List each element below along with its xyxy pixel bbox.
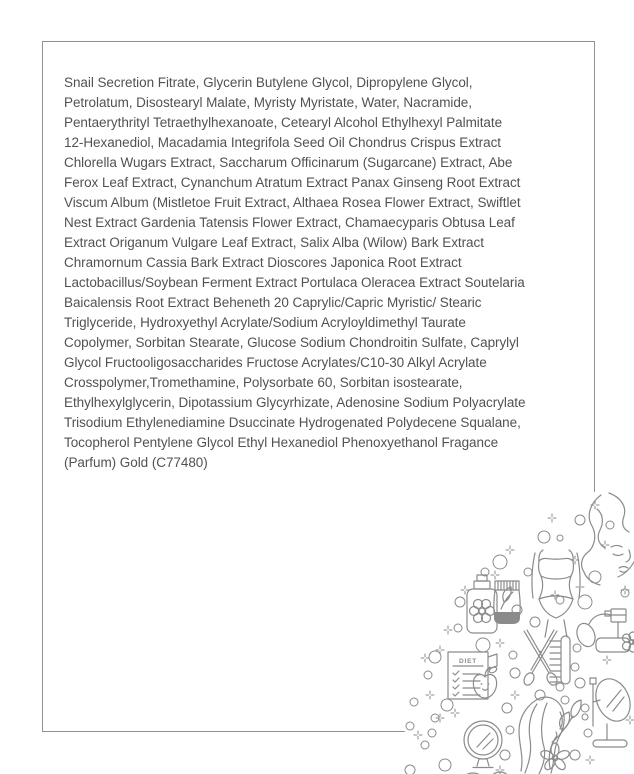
- ingredients-line: Lactobacillus/Soybean Ferment Extract Portulaca Oleracea Extract Soutelaria: [64, 275, 525, 290]
- ingredients-line: Chlorella Wugars Extract, Saccharum Officinarum (Sugarcane) Extract, Abe: [64, 155, 513, 170]
- ingredients-line: (Parfum) Gold (C77480): [64, 455, 208, 470]
- ingredients-line: Pentaerythrityl Tetraethylhexanoate, Cetearyl Alcohol Ethylhexyl Palmitate: [64, 115, 503, 130]
- diet-label: DIET: [458, 658, 478, 665]
- ingredients-line: Ferox Leaf Extract, Cynanchum Atratum Extract Panax Ginseng Root Extract: [64, 175, 521, 190]
- ingredients-line: Ethylhexylglycerin, Dipotassium Glycyrhizate, Adenosine Sodium Polyacrylate: [64, 395, 526, 410]
- ingredients-line: Nest Extract Gardenia Tatensis Flower Extract, Chamaecyparis Obtusa Leaf: [64, 215, 515, 230]
- ingredients-line: Tocopherol Pentylene Glycol Ethyl Hexanediol Phenoxyethanol Fragance: [64, 435, 499, 450]
- ingredients-line: Chramornum Cassia Bark Extract Dioscores Japonica Root Extract: [64, 255, 462, 270]
- ingredients-line: Snail Secretion Fitrate, Glycerin Butylene Glycol, Dipropylene Glycol,: [64, 75, 473, 90]
- ingredients-line: Viscum Album (Mistletoe Fruit Extract, Althaea Rosea Flower Extract, Swiftlet: [64, 195, 521, 210]
- ingredients-line: Glycol Fructooligosaccharides Fructose Acrylates/C10-30 Alkyl Acrylate: [64, 355, 487, 370]
- ingredients-line: Extract Origanum Vulgare Leaf Extract, Salix Alba (Wilow) Bark Extract: [64, 235, 484, 250]
- ingredients-line: Baicalensis Root Extract Beheneth 20 Caprylic/Capric Myristic/ Stearic: [64, 295, 482, 310]
- ingredients-line: 12-Hexanediol, Macadamia Integrifola Seed Oil Chondrus Crispus Extract: [64, 135, 501, 150]
- ingredients-line: Crosspolymer,Tromethamine, Polysorbate 60, Sorbitan isostearate,: [64, 375, 463, 390]
- ingredients-line: Triglyceride, Hydroxyethyl Acrylate/Sodium Acryloyldimethyl Taurate: [64, 315, 466, 330]
- ingredients-line: Trisodium Ethylenediamine Dsuccinate Hydrogenated Polydecene Squalane,: [64, 415, 521, 430]
- beauty-illustration: [390, 490, 634, 774]
- ingredients-paragraph: [64, 73, 574, 473]
- ingredients-line: Petrolatum, Disostearyl Malate, Myristy Myristate, Water, Nacramide,: [64, 95, 472, 110]
- ingredients-line: Copolymer, Sorbitan Stearate, Glucose Sodium Chondroitin Sulfate, Caprylyl: [64, 335, 519, 350]
